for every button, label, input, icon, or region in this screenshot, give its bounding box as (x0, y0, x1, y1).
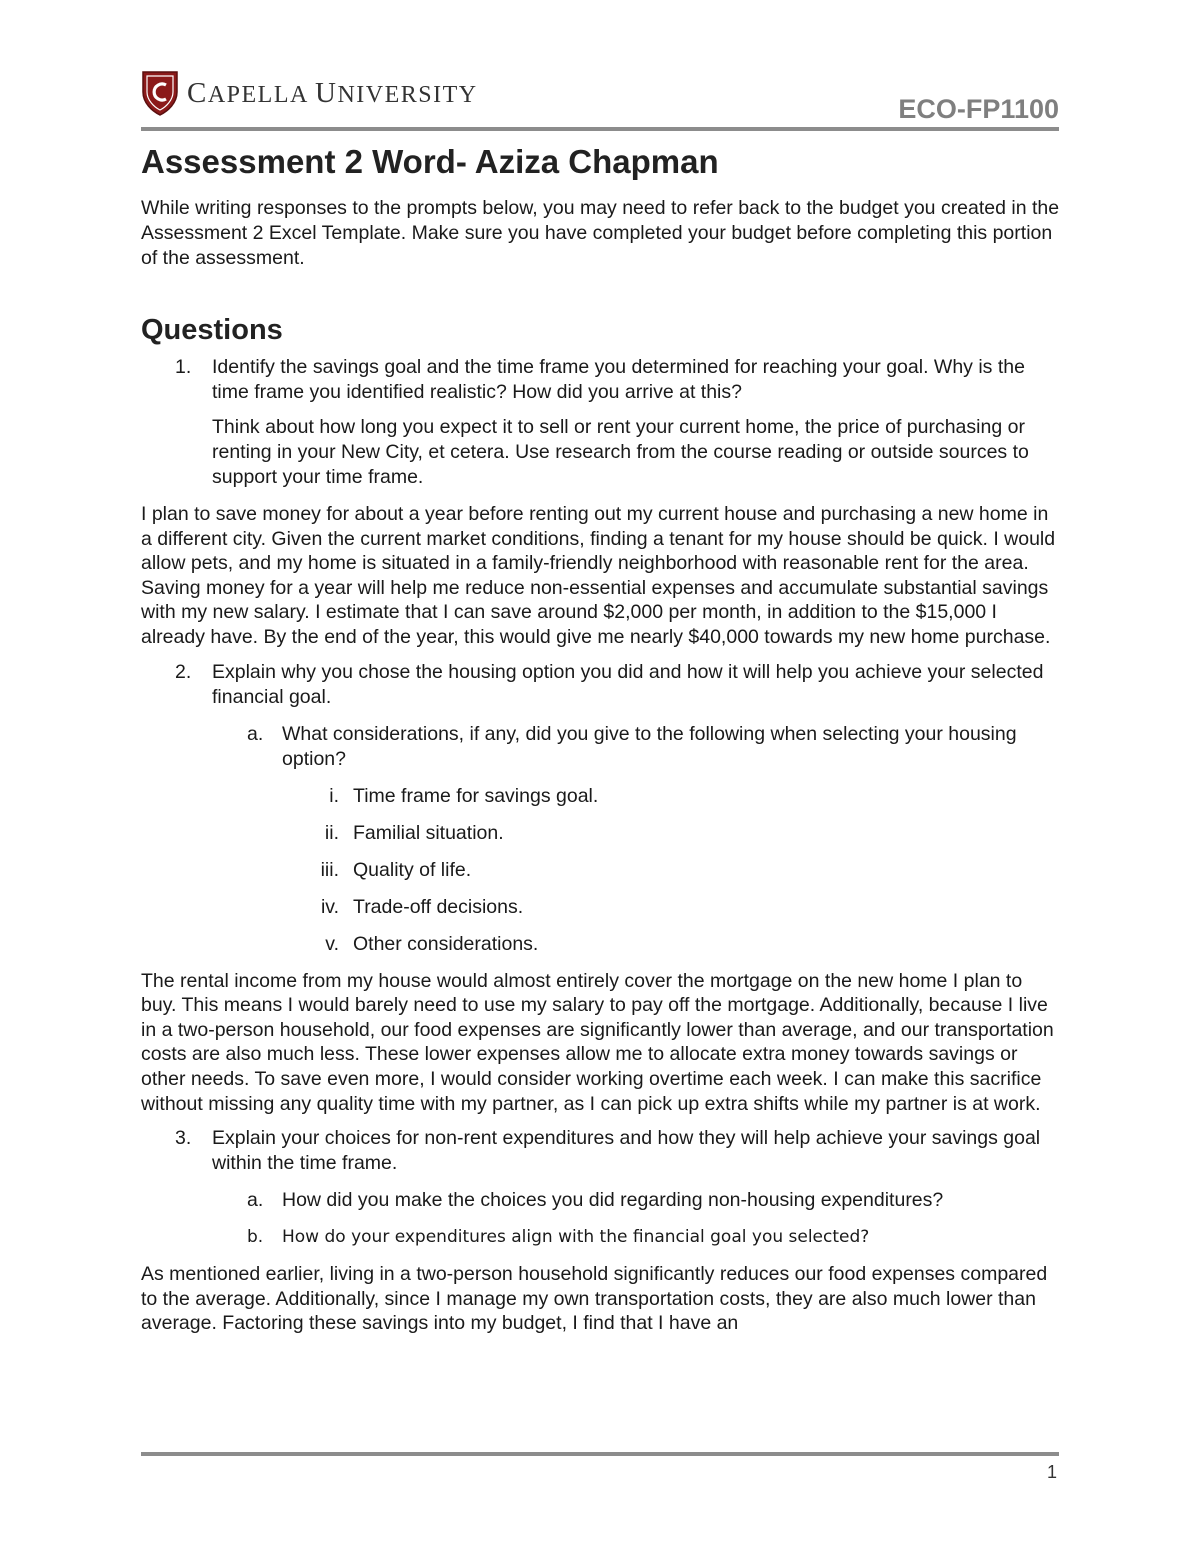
question-text: Identify the savings goal and the time frame you determined for reaching your goal. Why is the time frame you identified realistic? How did you arrive at this? (212, 356, 1025, 403)
course-code: ECO-FP1100 (898, 94, 1059, 124)
header-rule (141, 127, 1059, 131)
list-item-text: Quality of life. (353, 858, 472, 881)
intro-paragraph: While writing responses to the prompts below, you may need to refer back to the budget you created in the Assessment 2 Excel Template. Make sure you have completed your budget before completing this portion of the assessment. (141, 197, 1060, 269)
list-item (141, 858, 1061, 883)
sub-text: What considerations, if any, did you give to the following when selecting your housing option? (282, 722, 1017, 770)
footer-rule (141, 1452, 1059, 1456)
university-name: CAPELLA UNIVERSITY (187, 76, 478, 109)
sub-number: a. (247, 722, 264, 745)
question-3-sub-a (141, 1188, 1061, 1213)
answer-3: As mentioned earlier, living in a two-person household significantly reduces our food expenses compared to the average. Additionally, since I manage my own transportation costs, they are also much lower than average. Factoring these savings into my budget, I find that I have an (141, 1263, 1048, 1335)
question-2-sub-a (141, 722, 1061, 772)
questions-heading: Questions (141, 314, 283, 346)
sub-number: b. (247, 1227, 264, 1248)
page-header (141, 66, 1059, 126)
document-body (141, 140, 1061, 1336)
list-item (141, 932, 1061, 957)
question-number: 1. (175, 356, 192, 378)
question-1 (141, 355, 1061, 405)
sub-number: a. (247, 1189, 264, 1212)
question-3 (141, 1126, 1061, 1176)
roman-number: v. (325, 932, 339, 955)
page-number: 1 (1046, 1462, 1057, 1482)
roman-number: iv. (320, 895, 339, 918)
list-item-text: Trade-off decisions. (353, 895, 524, 918)
roman-number: i. (329, 784, 339, 807)
list-item-text: Time frame for savings goal. (353, 784, 599, 807)
roman-number: ii. (324, 821, 339, 844)
list-item-text: Other considerations. (353, 932, 539, 955)
shield-c-icon (141, 70, 179, 116)
question-2 (141, 660, 1061, 710)
question-number: 3. (175, 1127, 192, 1150)
list-item (141, 784, 1061, 809)
list-item-text: Familial situation. (353, 821, 504, 844)
question-text: Explain your choices for non-rent expenditures and how they will help achieve your savings goal within the time frame. (212, 1127, 1041, 1175)
answer-2: The rental income from my house would almost entirely cover the mortgage on the new home I plan to buy. This means I would barely need to use my salary to pay off the mortgage. Additionally, because I live in a two-person household, our food expenses are significantly lower than average, and our transportation costs are also much less. These lower expenses allow me to allocate extra money towards savings or other needs. To save even more, I would consider working overtime each week. I can make this sacrifice without missing any quality time with my partner, as I can pick up extra shifts while my partner is at work. (141, 969, 1054, 1115)
question-text: Explain why you chose the housing option you did and how it will help you achieve your selected financial goal. (212, 660, 1044, 708)
sub-text: How did you make the choices you did regarding non-housing expenditures? (282, 1189, 944, 1212)
university-logo (141, 70, 478, 116)
sub-text: How do your expenditures align with the financial goal you selected? (282, 1227, 870, 1248)
list-item (141, 821, 1061, 846)
question-number: 2. (175, 660, 192, 683)
answer-1: I plan to save money for about a year before renting out my current house and purchasing a new home in a different city. Given the current market conditions, finding a tenant for my house should be quick. I would allow pets, and my home is situated in a family-friendly neighborhood with reasonable rent for the area. Saving money for a year will help me reduce non-essential expenses and accumulate substantial savings with my new salary. I estimate that I can save around $2,000 per month, in addition to the $15,000 I already have. By the end of the year, this would give me nearly $40,000 towards my new home purchase. (141, 503, 1056, 648)
question-3-sub-b (141, 1225, 1061, 1250)
document-title: Assessment 2 Word- Aziza Chapman (141, 143, 719, 180)
question-1-note: Think about how long you expect it to sell or rent your current home, the price of purchasing or renting in your New City, et cetera. Use research from the course reading or outside sources to support your time frame. (212, 416, 1029, 488)
roman-number: iii. (320, 858, 339, 881)
list-item (141, 895, 1061, 920)
